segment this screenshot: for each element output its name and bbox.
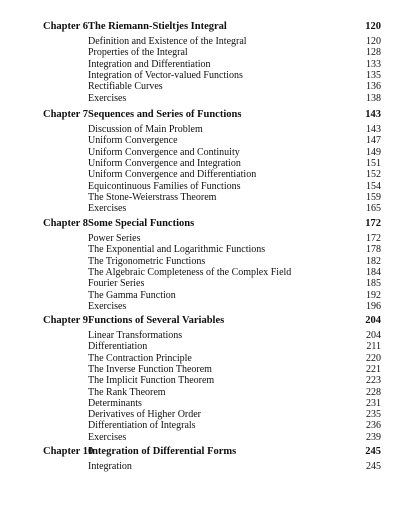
- section-entry[interactable]: [0, 432, 416, 443]
- section-title: Determinants: [88, 397, 142, 409]
- section-title: Equicontinuous Families of Functions: [88, 180, 241, 192]
- chapter-label: Chapter 10: [43, 446, 94, 457]
- section-page-number: 136: [366, 81, 381, 93]
- section-entry[interactable]: [0, 341, 416, 352]
- section-entry[interactable]: [0, 169, 416, 180]
- section-page-number: 184: [366, 266, 381, 278]
- section-page-number: 235: [366, 409, 381, 421]
- section-page-number: 154: [366, 180, 381, 192]
- section-entry[interactable]: [0, 398, 416, 409]
- section-page-number: 221: [366, 363, 381, 375]
- section-entry[interactable]: [0, 353, 416, 364]
- section-title: Uniform Convergence and Continuity: [88, 146, 240, 158]
- section-entry[interactable]: [0, 330, 416, 341]
- section-title: The Trigonometric Functions: [88, 255, 206, 267]
- section-entry[interactable]: [0, 181, 416, 192]
- section-entry[interactable]: [0, 364, 416, 375]
- section-entry[interactable]: [0, 192, 416, 203]
- chapter-label: Chapter 9: [43, 315, 89, 326]
- section-entry[interactable]: [0, 47, 416, 58]
- section-title: Uniform Convergence and Differentiation: [88, 169, 257, 181]
- section-title: Integration and Differentiation: [88, 58, 211, 70]
- section-entry[interactable]: [0, 301, 416, 312]
- section-title: The Algebraic Completeness of the Complex Field: [88, 266, 292, 278]
- section-entry[interactable]: [0, 135, 416, 146]
- section-page-number: 138: [366, 92, 381, 104]
- section-page-number: 128: [366, 47, 381, 59]
- chapter-page-number: 172: [365, 218, 381, 229]
- section-page-number: 245: [366, 461, 381, 472]
- section-entry[interactable]: [0, 420, 416, 431]
- section-page-number: 239: [366, 431, 381, 443]
- section-title: The Contraction Principle: [88, 352, 192, 364]
- section-entry[interactable]: [0, 124, 416, 135]
- section-page-number: 231: [366, 397, 381, 409]
- section-title: Fourier Series: [88, 278, 145, 290]
- section-page-number: 151: [366, 157, 381, 169]
- section-title: The Rank Theorem: [88, 386, 166, 398]
- chapter-title: The Riemann-Stieltjes Integral: [88, 21, 227, 32]
- section-title: The Inverse Function Theorem: [88, 363, 212, 375]
- section-title: Integration of Vector-valued Functions: [88, 69, 243, 81]
- section-page-number: 135: [366, 69, 381, 81]
- section-title: Power Series: [88, 233, 141, 244]
- chapter-title: Some Special Functions: [88, 218, 195, 229]
- section-entry[interactable]: [0, 81, 416, 92]
- section-entry[interactable]: [0, 409, 416, 420]
- section-entry[interactable]: [0, 267, 416, 278]
- chapter-block: [0, 20, 416, 104]
- section-entry[interactable]: [0, 147, 416, 158]
- section-entry[interactable]: [0, 36, 416, 47]
- section-entry[interactable]: [0, 158, 416, 169]
- section-title: Differentiation of Integrals: [88, 420, 196, 432]
- section-page-number: 204: [366, 330, 381, 341]
- section-page-number: 211: [366, 341, 381, 353]
- section-entry[interactable]: [0, 70, 416, 81]
- section-entry[interactable]: [0, 290, 416, 301]
- section-entry[interactable]: [0, 59, 416, 70]
- section-title: Exercises: [88, 431, 127, 443]
- section-title: Exercises: [88, 92, 127, 104]
- section-page-number: 223: [366, 375, 381, 387]
- section-title: Definition and Existence of the Integral: [88, 36, 247, 47]
- section-entry[interactable]: [0, 244, 416, 255]
- section-title: Exercises: [88, 203, 127, 215]
- section-title: Differentiation: [88, 341, 148, 353]
- section-page-number: 133: [366, 58, 381, 70]
- section-page-number: 152: [366, 169, 381, 181]
- section-title: Exercises: [88, 300, 127, 312]
- section-page-number: 159: [366, 191, 381, 203]
- section-entry[interactable]: [0, 278, 416, 289]
- section-entry[interactable]: [0, 387, 416, 398]
- section-page-number: 236: [366, 420, 381, 432]
- section-entry[interactable]: [0, 203, 416, 214]
- section-page-number: 220: [366, 352, 381, 364]
- chapter-block: [0, 108, 416, 215]
- section-entry[interactable]: [0, 233, 416, 244]
- section-title: Uniform Convergence: [88, 135, 178, 147]
- chapter-block: [0, 217, 416, 312]
- chapter-title: Functions of Several Variables: [88, 315, 225, 326]
- chapter-block: [0, 445, 416, 472]
- section-page-number: 165: [366, 203, 381, 215]
- chapter-page-number: 245: [365, 446, 381, 457]
- section-entry[interactable]: [0, 256, 416, 267]
- chapter-title: Sequences and Series of Functions: [88, 109, 242, 120]
- section-page-number: 120: [366, 36, 381, 47]
- chapter-page-number: 120: [365, 21, 381, 32]
- section-title: Integration: [88, 461, 132, 472]
- section-page-number: 228: [366, 386, 381, 398]
- section-title: Discussion of Main Problem: [88, 124, 203, 135]
- section-title: Derivatives of Higher Order: [88, 409, 202, 421]
- section-title: The Implicit Function Theorem: [88, 375, 215, 387]
- section-page-number: 185: [366, 278, 381, 290]
- section-title: Properties of the Integral: [88, 47, 188, 59]
- chapter-label: Chapter 6: [43, 21, 89, 32]
- section-page-number: 182: [366, 255, 381, 267]
- chapter-label: Chapter 8: [43, 218, 89, 229]
- section-page-number: 172: [366, 233, 381, 244]
- chapter-page-number: 204: [365, 315, 381, 326]
- section-page-number: 178: [366, 244, 381, 256]
- section-page-number: 196: [366, 300, 381, 312]
- section-entry[interactable]: [0, 375, 416, 386]
- section-entry[interactable]: [0, 93, 416, 104]
- chapter-label: Chapter 7: [43, 109, 89, 120]
- section-page-number: 192: [366, 289, 381, 301]
- section-title: Uniform Convergence and Integration: [88, 157, 241, 169]
- chapter-block: [0, 314, 416, 443]
- chapter-title: Integration of Differential Forms: [88, 446, 237, 457]
- section-page-number: 149: [366, 146, 381, 158]
- section-title: The Gamma Function: [88, 289, 176, 301]
- section-title: The Exponential and Logarithmic Functions: [88, 244, 266, 256]
- section-page-number: 143: [366, 124, 381, 135]
- chapter-page-number: 143: [365, 109, 381, 120]
- section-title: Rectifiable Curves: [88, 81, 163, 93]
- section-title: Linear Transformations: [88, 330, 183, 341]
- section-title: The Stone-Weierstrass Theorem: [88, 191, 217, 203]
- section-page-number: 147: [366, 135, 381, 147]
- section-entry[interactable]: [0, 461, 416, 472]
